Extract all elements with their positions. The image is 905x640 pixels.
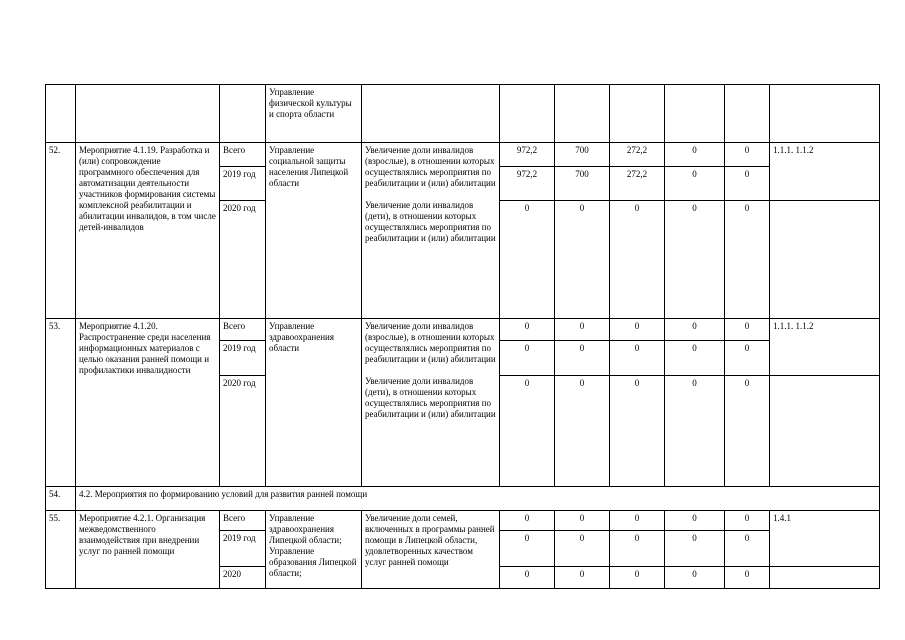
period: 2020 год — [220, 201, 266, 319]
value: 700 — [555, 143, 610, 167]
value: 0 — [665, 167, 725, 201]
value: 0 — [725, 341, 770, 376]
value: 0 — [665, 511, 725, 531]
period: 2019 год — [220, 531, 266, 567]
expected-result — [362, 319, 500, 487]
row-number: 54. — [46, 487, 76, 511]
value: 0 — [555, 531, 610, 567]
period-cell — [220, 85, 266, 143]
indicator-link: 1.1.1. 1.1.2 — [770, 319, 880, 376]
table-row — [46, 319, 880, 341]
value: 0 — [725, 167, 770, 201]
value: 0 — [665, 201, 725, 319]
value: 0 — [500, 341, 555, 376]
value: 0 — [665, 143, 725, 167]
value: 972,2 — [500, 167, 555, 201]
table-row — [46, 511, 880, 531]
value: 0 — [725, 567, 770, 589]
empty-cell — [770, 567, 880, 589]
value: 0 — [665, 319, 725, 341]
result-adults: Увеличение доли инвалидов (взрослые), в отношении которых осуществлялись мероприятия по реабилитации и (или) абилитации — [365, 145, 496, 188]
value: 0 — [555, 511, 610, 531]
table-row — [46, 85, 880, 143]
value: 0 — [725, 143, 770, 167]
value: 0 — [610, 319, 665, 341]
value: 0 — [555, 567, 610, 589]
value: 0 — [555, 319, 610, 341]
responsible-executor: Управление здравоохранения Липецкой области; Управление образования Липецкой области; — [266, 511, 362, 589]
value: 0 — [555, 201, 610, 319]
value-cell — [555, 85, 610, 143]
period: Всего — [220, 511, 266, 531]
value: 0 — [725, 201, 770, 319]
row-number: 55. — [46, 511, 76, 589]
table-row — [46, 143, 880, 167]
value: 272,2 — [610, 143, 665, 167]
value: 0 — [610, 531, 665, 567]
responsible-cell: Управление физической культуры и спорта области — [266, 85, 362, 143]
empty-cell — [770, 201, 880, 319]
result-children: Увеличение доли инвалидов (дети), в отношении которых осуществлялись мероприятия по реабилитации и (или) абилитации — [365, 200, 496, 243]
value: 0 — [665, 531, 725, 567]
measure-name: Мероприятие 4.2.1. Организация межведомственного взаимодействия при внедрении услуг по ранней помощи — [76, 511, 220, 589]
value: 0 — [665, 376, 725, 487]
indicator-link: 1.1.1. 1.1.2 — [770, 143, 880, 201]
responsible-executor: Управление здравоохранения области — [266, 319, 362, 487]
value: 0 — [725, 531, 770, 567]
value: 0 — [500, 531, 555, 567]
period: 2020 — [220, 567, 266, 589]
period: Всего — [220, 143, 266, 167]
value: 0 — [500, 511, 555, 531]
section-row — [46, 487, 880, 511]
value-cell — [500, 85, 555, 143]
row-number-cell — [46, 85, 76, 143]
responsible-executor: Управление социальной защиты населения Липецкой области — [266, 143, 362, 319]
value: 0 — [500, 376, 555, 487]
value: 0 — [610, 511, 665, 531]
indicator-link: 1.4.1 — [770, 511, 880, 567]
result-adults: Увеличение доли инвалидов (взрослые), в отношении которых осуществлялись мероприятия по реабилитации и (или) абилитации — [365, 321, 496, 364]
value: 0 — [610, 201, 665, 319]
value: 0 — [665, 341, 725, 376]
value: 0 — [725, 376, 770, 487]
value: 972,2 — [500, 143, 555, 167]
measure-cell — [76, 85, 220, 143]
value: 0 — [500, 567, 555, 589]
value: 0 — [610, 567, 665, 589]
value: 0 — [725, 511, 770, 531]
value: 700 — [555, 167, 610, 201]
value: 0 — [555, 376, 610, 487]
result-cell — [362, 85, 500, 143]
section-title: 4.2. Мероприятия по формированию условий для развития ранней помощи — [76, 487, 880, 511]
expected-result: Увеличение доли семей, включенных в программы ранней помощи в Липецкой области, удовлетворенных качеством услуг ранней помощи — [362, 511, 500, 589]
row-number: 52. — [46, 143, 76, 319]
value: 0 — [610, 376, 665, 487]
value: 0 — [555, 341, 610, 376]
period: 2020 год — [220, 376, 266, 487]
result-children: Увеличение доли инвалидов (дети), в отношении которых осуществлялись мероприятия по реабилитации и (или) абилитации — [365, 376, 496, 419]
program-measures-table — [45, 84, 880, 589]
value-cell — [665, 85, 725, 143]
period: 2019 год — [220, 341, 266, 376]
value-cell — [725, 85, 770, 143]
value: 0 — [500, 319, 555, 341]
measure-name: Мероприятие 4.1.20. Распространение среди населения информационных материалов с целью оказания ранней помощи и профилактики инвалидности — [76, 319, 220, 487]
value: 272,2 — [610, 167, 665, 201]
row-number: 53. — [46, 319, 76, 487]
value: 0 — [665, 567, 725, 589]
empty-cell — [770, 376, 880, 487]
value: 0 — [610, 341, 665, 376]
link-cell — [770, 85, 880, 143]
value: 0 — [725, 319, 770, 341]
measure-name: Мероприятие 4.1.19. Разработка и (или) сопровождение программного обеспечения для автоматизации деятельности участников формирования системы комплексной реабилитации и абилитации инвалидов, в том числе детей-инвалидов — [76, 143, 220, 319]
value-cell — [610, 85, 665, 143]
value: 0 — [500, 201, 555, 319]
period: 2019 год — [220, 167, 266, 201]
period: Всего — [220, 319, 266, 341]
expected-result — [362, 143, 500, 319]
